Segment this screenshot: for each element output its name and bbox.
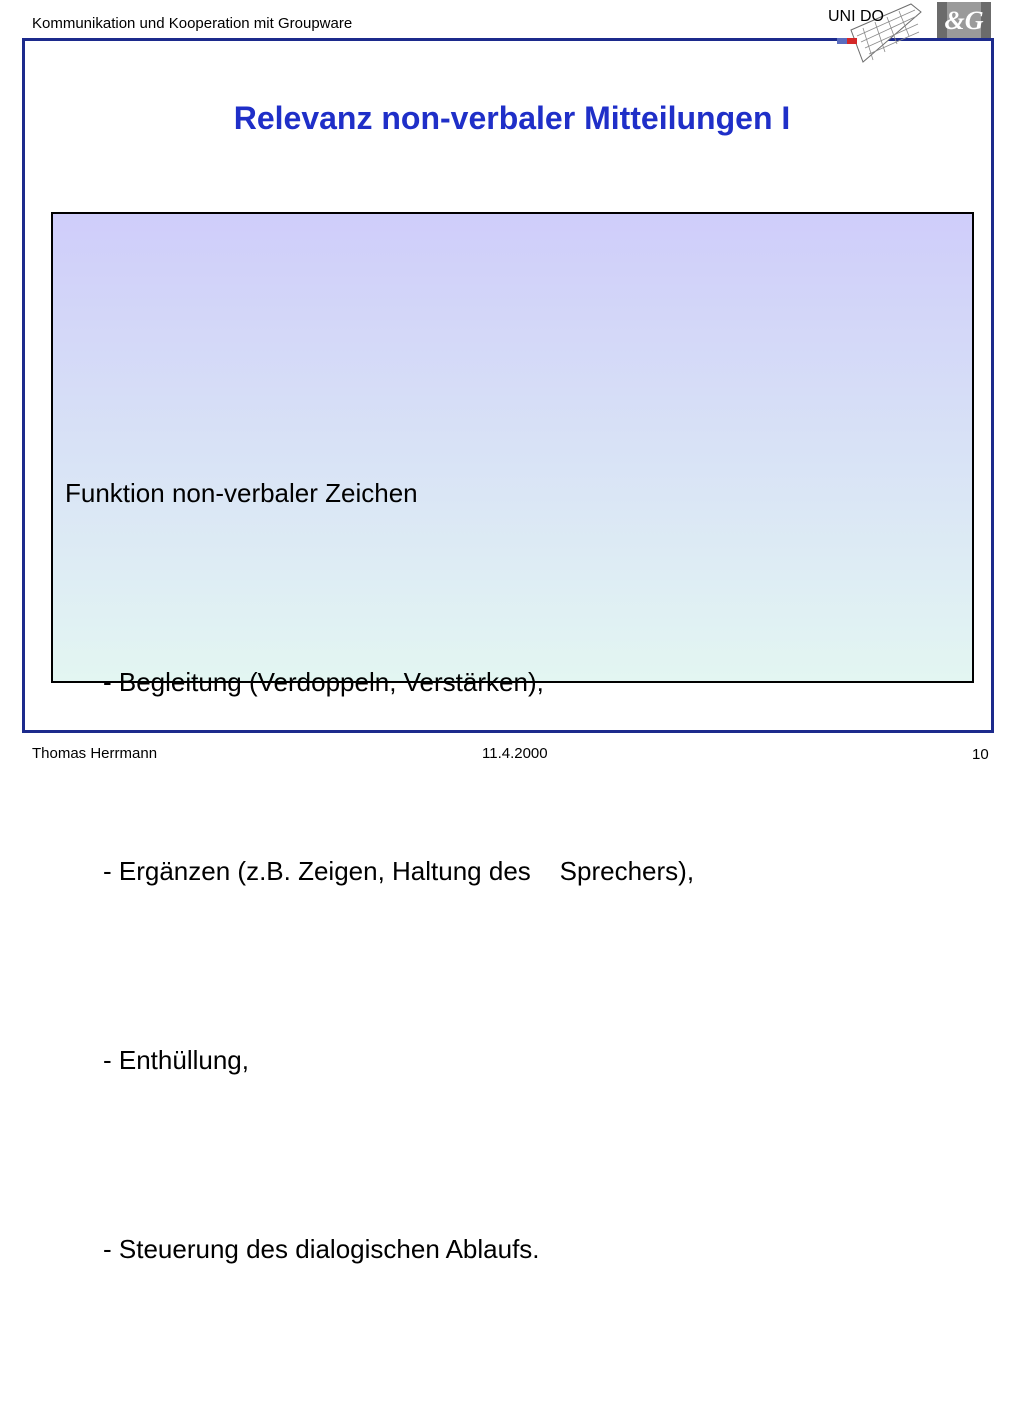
ig-logo-text: &G	[944, 6, 984, 35]
slide-title: Relevanz non-verbaler Mitteilungen I	[233, 100, 791, 136]
content-heading: Funktion non-verbaler Zeichen	[65, 478, 418, 508]
header-title: Kommunikation und Kooperation mit Groupware	[32, 15, 353, 32]
bullet-item: - Ergänzen (z.B. Zeigen, Haltung des Sprechers),	[103, 856, 695, 886]
footer-author: Thomas Herrmann	[32, 745, 158, 762]
bullet-item: - Enthüllung,	[103, 1045, 249, 1075]
uni-do-logo-text: UNI DO	[828, 8, 884, 25]
footer-date: 11.4.2000	[482, 745, 548, 762]
content-text	[65, 336, 694, 1407]
bullet-item: - Begleitung (Verdoppeln, Verstärken),	[103, 667, 544, 697]
page-number: 10	[972, 746, 989, 763]
bullet-item: - Steuerung des dialogischen Ablaufs.	[103, 1234, 540, 1264]
ig-logo	[937, 2, 991, 38]
